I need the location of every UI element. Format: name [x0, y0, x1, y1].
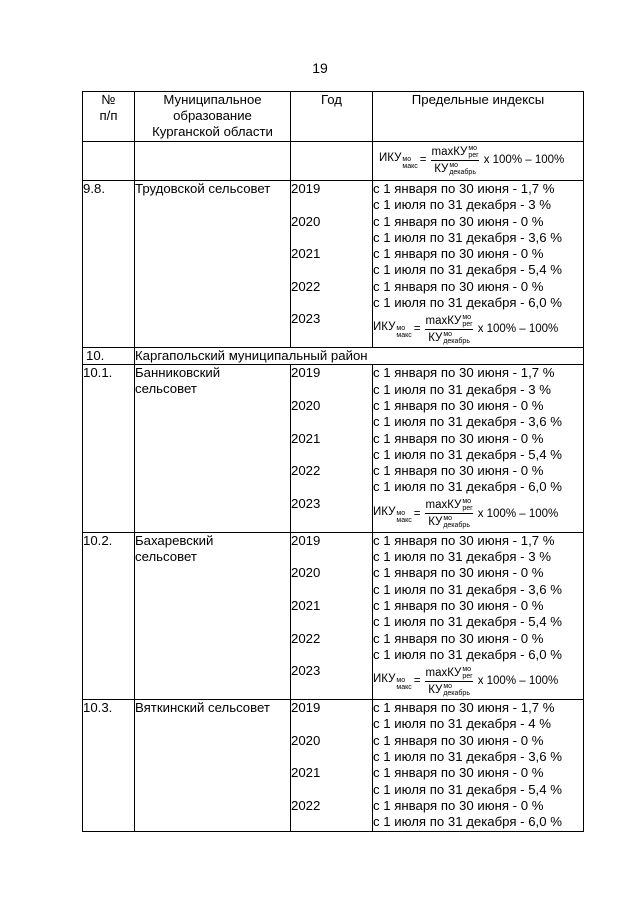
formula-fraction: [431, 145, 478, 176]
formula-den-sup: мо: [449, 161, 459, 169]
formula-num-scripts: [462, 498, 472, 512]
formula-num-scripts: [462, 314, 472, 328]
year-value: 2023: [291, 311, 321, 327]
formula-lhs-sup: мо: [396, 325, 406, 333]
formula-den-text: КУ: [428, 516, 443, 529]
index-line: с 1 января по 30 июня - 0 %: [373, 463, 544, 479]
formula-tail: x 100% – 100%: [477, 507, 559, 520]
years-cell: [291, 700, 373, 831]
formula-row-num: [83, 142, 135, 181]
year-value: 2023: [291, 495, 321, 511]
formula-den-sup: мо: [443, 682, 453, 690]
formula-slot: [373, 311, 583, 347]
formula-cell: [373, 142, 584, 181]
index-line: с 1 июля по 31 декабря - 5,4 %: [373, 446, 562, 462]
formula-den-sub: декабрь: [443, 522, 470, 530]
formula-den-scripts: [443, 331, 470, 345]
formula-lhs: [373, 504, 412, 524]
formula-lhs-sup: мо: [396, 677, 406, 685]
formula-num-sup: мо: [468, 144, 478, 152]
index-line: с 1 января по 30 июня - 1,7 %: [373, 532, 555, 548]
indices-cell: [373, 365, 584, 532]
index-line: с 1 января по 30 июня - 0 %: [373, 213, 544, 229]
formula-denominator: [428, 331, 470, 345]
fraction-bar: [431, 160, 478, 161]
formula-lhs-sub: макс: [396, 516, 412, 524]
formula-lhs-text: ИКУ: [379, 152, 402, 164]
header-indices: [373, 92, 584, 142]
formula-eq: =: [413, 675, 421, 688]
year-value: 2021: [291, 597, 321, 613]
formula-num-sub: рег: [462, 505, 473, 513]
indices-cell: [373, 532, 584, 699]
formula-lhs-scripts: [402, 156, 417, 170]
header-municipality: [135, 92, 291, 142]
formula-den-sub: декабрь: [449, 168, 476, 176]
formula-den-scripts: [449, 162, 476, 176]
indices-cell: [373, 181, 584, 348]
formula-numerator: [425, 314, 472, 328]
header-year-text: Год: [321, 92, 342, 107]
fraction-bar: [425, 513, 472, 514]
formula-num-sub: рег: [468, 151, 479, 159]
formula-lhs-scripts: [396, 325, 411, 339]
formula-slot: [379, 142, 583, 178]
formula-num-sup: мо: [462, 313, 472, 321]
municipality-name: Трудовской сельсовет: [135, 181, 291, 348]
header-num-text: № п/п: [99, 92, 118, 123]
district-number: 10.: [83, 348, 135, 365]
fraction-bar: [425, 329, 472, 330]
header-municipality-text: Муниципальное образование Курганской области: [152, 92, 273, 139]
formula-tail: x 100% – 100%: [477, 675, 559, 688]
year-value: 2021: [291, 430, 321, 446]
formula-lhs-text: ИКУ: [373, 321, 396, 334]
formula-lhs-sub: макс: [402, 163, 418, 170]
index-line: с 1 января по 30 июня - 1,7 %: [373, 700, 555, 716]
year-value: 2021: [291, 246, 321, 262]
formula-num-sup: мо: [462, 498, 472, 506]
index-line: с 1 июля по 31 декабря - 3,6 %: [373, 581, 562, 597]
index-line: с 1 июля по 31 декабря - 5,4 %: [373, 262, 562, 278]
municipality-name: Банниковский сельсовет: [135, 365, 291, 532]
index-line: с 1 января по 30 июня - 0 %: [373, 565, 544, 581]
formula-slot: [373, 663, 583, 699]
district-row: [83, 348, 584, 365]
formula-num-sup: мо: [462, 665, 472, 673]
district-name: Каргапольский муниципальный район: [135, 348, 584, 365]
formula-lhs-text: ИКУ: [373, 505, 396, 518]
header-num: [83, 92, 135, 142]
formula: [373, 311, 583, 347]
years-cell: [291, 532, 373, 699]
formula-numerator: [431, 145, 478, 159]
year-value: 2019: [291, 365, 321, 381]
index-line: с 1 января по 30 июня - 1,7 %: [373, 181, 555, 196]
year-value: 2019: [291, 181, 321, 196]
formula-lhs-sup: мо: [396, 509, 406, 517]
formula-num-scripts: [468, 145, 478, 159]
formula-lhs-scripts: [396, 677, 411, 691]
formula-lhs-scripts: [396, 510, 411, 524]
formula-numerator: [425, 666, 472, 680]
formula-fraction: [425, 498, 472, 529]
formula-num-sub: рег: [462, 672, 473, 680]
index-line: с 1 июля по 31 декабря - 3 %: [373, 381, 551, 397]
formula-den-text: КУ: [428, 331, 443, 344]
row-number: 10.3.: [83, 700, 135, 831]
index-line: с 1 января по 30 июня - 0 %: [373, 278, 544, 294]
formula-numerator: [425, 498, 472, 512]
year-value: 2020: [291, 397, 321, 413]
row-number: 9.8.: [83, 181, 135, 348]
formula-row-year: [291, 142, 373, 181]
formula-fraction: [425, 314, 472, 345]
index-line: с 1 июля по 31 декабря - 6,0 %: [373, 295, 562, 311]
year-value: 2020: [291, 565, 321, 581]
index-line: с 1 июля по 31 декабря - 3,6 %: [373, 229, 562, 245]
formula-row-name: [135, 142, 291, 181]
formula-fraction: [425, 666, 472, 697]
formula-num-text: maxКУ: [425, 666, 462, 679]
index-line: с 1 июля по 31 декабря - 6,0 %: [373, 479, 562, 495]
year-value: 2022: [291, 278, 321, 294]
indices-cell: [373, 700, 584, 831]
formula-den-sup: мо: [443, 330, 453, 338]
formula-den-text: КУ: [434, 162, 449, 175]
formula-eq: =: [413, 323, 421, 336]
year-value: 2022: [291, 630, 321, 646]
index-line: с 1 июля по 31 декабря - 3,6 %: [373, 749, 562, 765]
formula-den-sup: мо: [443, 515, 453, 523]
index-line: с 1 января по 30 июня - 0 %: [373, 397, 544, 413]
formula-lhs: [373, 671, 412, 691]
formula-denominator: [428, 683, 470, 697]
municipality-name: Вяткинский сельсовет: [135, 700, 291, 831]
header-year: [291, 92, 373, 142]
formula: [379, 142, 583, 178]
formula-row: [83, 142, 584, 181]
formula-tail: x 100% – 100%: [477, 323, 559, 336]
index-line: с 1 января по 30 июня - 0 %: [373, 732, 544, 748]
formula-lhs-sub: макс: [396, 332, 412, 340]
municipality-name: Бахаревский сельсовет: [135, 532, 291, 699]
index-line: с 1 июля по 31 декабря - 5,4 %: [373, 781, 562, 797]
header-indices-text: Предельные индексы: [411, 92, 545, 107]
index-line: с 1 января по 30 июня - 0 %: [373, 765, 544, 781]
year-value: 2022: [291, 797, 321, 813]
row-number: 10.1.: [83, 365, 135, 532]
formula-denominator: [434, 162, 476, 176]
index-line: с 1 июля по 31 декабря - 6,0 %: [373, 814, 562, 830]
formula-den-scripts: [443, 683, 470, 697]
formula-lhs: [373, 319, 412, 339]
formula-tail: x 100% – 100%: [483, 154, 565, 166]
formula-lhs-text: ИКУ: [373, 673, 396, 686]
header-row: [83, 92, 584, 142]
years-cell: [291, 365, 373, 532]
fraction-bar: [425, 681, 472, 682]
formula-lhs: [379, 150, 418, 170]
formula-den-sub: декабрь: [443, 337, 470, 345]
formula-num-text: maxКУ: [425, 499, 462, 512]
formula-den-text: КУ: [428, 683, 443, 696]
formula: [373, 496, 583, 532]
formula-lhs-sub: макс: [396, 684, 412, 692]
municipality-row: [83, 532, 584, 699]
formula-num-sub: рег: [462, 320, 473, 328]
municipality-row: [83, 365, 584, 532]
index-line: с 1 июля по 31 декабря - 3,6 %: [373, 414, 562, 430]
formula-eq: =: [413, 507, 421, 520]
index-line: с 1 января по 30 июня - 0 %: [373, 597, 544, 613]
formula-den-sub: декабрь: [443, 689, 470, 697]
formula-denominator: [428, 515, 470, 529]
formula-num-scripts: [462, 666, 472, 680]
formula-den-scripts: [443, 515, 470, 529]
row-number: 10.2.: [83, 532, 135, 699]
formula-lhs-sup: мо: [402, 156, 412, 163]
index-line: с 1 января по 30 июня - 0 %: [373, 797, 544, 813]
formula-slot: [373, 496, 583, 532]
formula: [373, 663, 583, 699]
index-line: с 1 июля по 31 декабря - 6,0 %: [373, 646, 562, 662]
formula-num-text: maxКУ: [425, 314, 462, 327]
municipality-row: [83, 700, 584, 831]
year-value: 2020: [291, 732, 321, 748]
year-value: 2023: [291, 663, 321, 679]
index-line: с 1 июля по 31 декабря - 3 %: [373, 197, 551, 213]
year-value: 2022: [291, 463, 321, 479]
year-value: 2020: [291, 213, 321, 229]
years-cell: [291, 181, 373, 348]
index-line: с 1 июля по 31 декабря - 5,4 %: [373, 614, 562, 630]
formula-eq: =: [419, 154, 427, 166]
index-line: с 1 января по 30 июня - 1,7 %: [373, 365, 555, 381]
index-line: с 1 июля по 31 декабря - 3 %: [373, 549, 551, 565]
year-value: 2021: [291, 765, 321, 781]
formula-num-text: maxКУ: [431, 145, 468, 158]
index-line: с 1 июля по 31 декабря - 4 %: [373, 716, 551, 732]
index-line: с 1 января по 30 июня - 0 %: [373, 430, 544, 446]
index-line: с 1 января по 30 июня - 0 %: [373, 630, 544, 646]
year-value: 2019: [291, 700, 321, 716]
limit-indices-table: [82, 91, 584, 832]
municipality-row: [83, 181, 584, 348]
page-number: 19: [312, 60, 328, 76]
year-value: 2019: [291, 532, 321, 548]
index-line: с 1 января по 30 июня - 0 %: [373, 246, 544, 262]
